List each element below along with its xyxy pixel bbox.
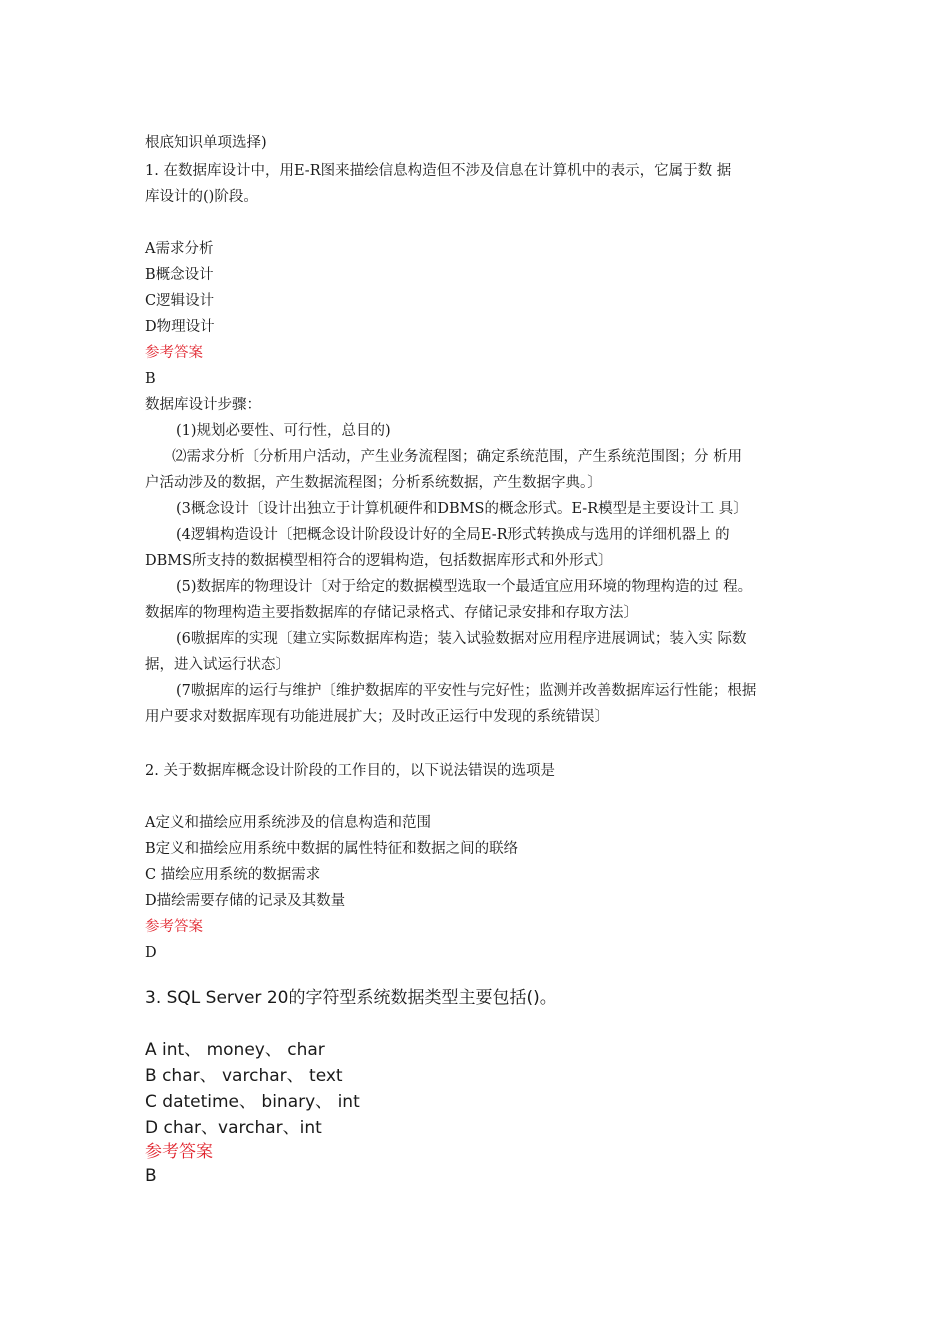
q3-option-c: C datetime、 binary、 int xyxy=(145,1092,360,1112)
q1-explain-title: 数据库设计步骤： xyxy=(145,397,261,413)
q2-option-b: B定义和描绘应用系统中数据的属性特征和数据之间的联络 xyxy=(145,841,519,857)
q3-answer: B xyxy=(145,1166,157,1186)
q1-step-cont: 数据库的物理构造主要指数据库的存储记录格式、存储记录安排和存取方法〕 xyxy=(145,605,638,621)
q3-option-d: D char、varchar、int xyxy=(145,1118,322,1138)
question-2-text: 2. 关于数据库概念设计阶段的工作目的，以下说法错误的选项是 xyxy=(145,763,555,779)
q1-answer-label: 参考答案 xyxy=(145,345,203,361)
q1-step-cont: 户活动涉及的数据，产生数据流程图；分析系统数据，产生数据字典。〕 xyxy=(145,475,602,491)
question-1-text: 1. 在数据库设计中，用E-R图来描绘信息构造但不涉及信息在计算机中的表示，它属于数 据 xyxy=(145,163,732,179)
q3-option-a: A int、 money、 char xyxy=(145,1040,325,1060)
q1-step: (3概念设计〔设计出独立于计算机硬件和DBMS的概念形式。E-R模型是主要设计工 具〕 xyxy=(176,501,748,517)
question-3-text: 3. SQL Server 20的字符型系统数据类型主要包括()。 xyxy=(145,988,557,1008)
q1-step-cont: 用户要求对数据库现有功能进展扩大；及时改正运行中发现的系统错误〕 xyxy=(145,709,609,725)
q1-option-a: A需求分析 xyxy=(145,241,214,257)
q1-step: (7嗷据库的运行与维护〔维护数据库的平安性与完好性；监测并改善数据库运行性能；根据 xyxy=(176,683,757,699)
q1-step-cont: DBMS所支持的数据模型相符合的逻辑构造，包括数据库形式和外形式〕 xyxy=(145,553,613,569)
q3-option-b: B char、 varchar、 text xyxy=(145,1066,343,1086)
q1-step: (4逻辑构造设计〔把概念设计阶段设计好的全局E-R形式转换成与选用的详细机器上 的 xyxy=(176,527,730,543)
q3-answer-label: 参考答案 xyxy=(145,1142,213,1162)
q1-step: (1)规划必要性、可行性，总目的) xyxy=(176,423,391,439)
question-1-text-cont: 库设计的()阶段。 xyxy=(145,189,258,205)
q1-step-cont: 据，进入试运行状态〕 xyxy=(145,657,290,673)
q1-step: (5)数据库的物理设计〔对于给定的数据模型选取一个最适宜应用环境的物理构造的过 程。 xyxy=(176,579,753,595)
q1-answer: B xyxy=(145,371,156,387)
q2-answer-label: 参考答案 xyxy=(145,919,203,935)
q1-step: (6嗷据库的实现〔建立实际数据库构造；装入试验数据对应用程序进展调试；装入实 际数 xyxy=(176,631,747,647)
q2-option-c: C 描绘应用系统的数据需求 xyxy=(145,867,321,883)
q1-option-b: B概念设计 xyxy=(145,267,214,283)
q1-step: ⑵需求分析〔分析用户活动，产生业务流程图；确定系统范围，产生系统范围图；分 析用 xyxy=(172,449,743,465)
q2-option-a: A定义和描绘应用系统涉及的信息构造和范围 xyxy=(145,815,431,831)
q2-option-d: D描绘需要存储的记录及其数量 xyxy=(145,893,346,909)
section-heading: 根底知识单项选择) xyxy=(145,135,267,151)
q1-option-c: C逻辑设计 xyxy=(145,293,215,309)
q2-answer: D xyxy=(145,945,157,961)
q1-option-d: D物理设计 xyxy=(145,319,215,335)
